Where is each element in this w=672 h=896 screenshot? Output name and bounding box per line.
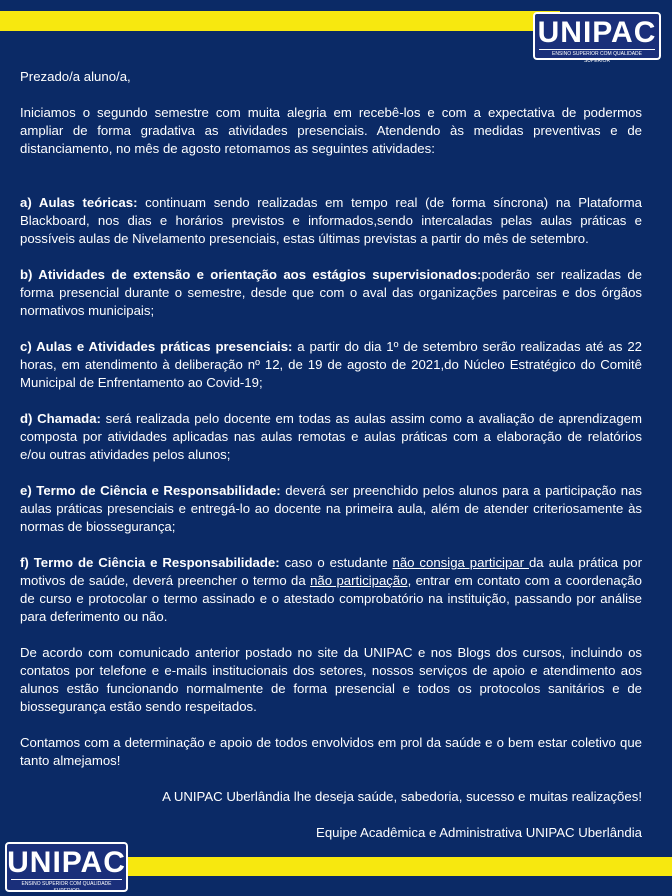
intro-paragraph: Iniciamos o segundo semestre com muita alegria em recebê-los e com a expectativa de podermos ampliar de forma gradativa as atividades presenciais. Atendendo às medidas preventivas e de distanciamento, no mês de agosto retomamos as seguintes atividades: (20, 105, 642, 156)
support-paragraph: De acordo com comunicado anterior postado no site da UNIPAC e nos Blogs dos cursos, incluindo os contatos por telefone e e-mails institucionais dos setores, nossos serviços de apoio e atendimento aos alunos estão funcionando normalmente de forma presencial e todos os protocolos sanitários e de biossegurança estão sendo respeitados. (20, 645, 642, 714)
underlined-text: não consiga participar (392, 555, 529, 570)
logo-tagline: ENSINO SUPERIOR COM QUALIDADE SUPERIOR (11, 879, 122, 895)
wish-line: A UNIPAC Uberlândia lhe deseja saúde, sabedoria, sucesso e muitas realizações! (162, 789, 642, 804)
unipac-logo-top (533, 12, 661, 64)
item-chamada (20, 410, 642, 464)
letter-body (20, 68, 642, 842)
unipac-logo-bottom (5, 842, 128, 892)
item-termo-nao-participacao (20, 554, 642, 626)
item-label: e) Termo de Ciência e Responsabilidade: (20, 483, 281, 498)
top-accent-bar (0, 11, 560, 31)
item-text: a partir do dia 1º de setembro serão realizadas até as 22 horas, em atendimento à deliberação nº 12, de 19 de agosto de 2021,do Núcleo Estratégico do Comitê Municipal de Enfrentamento ao Covid-19; (20, 339, 642, 390)
item-label: b) Atividades de extensão e orientação aos estágios supervisionados: (20, 267, 482, 282)
item-label: f) Termo de Ciência e Responsabilidade: (20, 555, 280, 570)
item-text: poderão ser realizadas de forma presencial durante o semestre, desde que com o aval das organizações parceiras e dos órgãos normativos municipais; (20, 267, 642, 318)
item-aulas-praticas (20, 338, 642, 392)
item-text: será realizada pelo docente em todas as aulas assim como a avaliação de aprendizagem composta por atividades aplicadas nas aulas remotas e aulas práticas com a elaboração de relatórios e/ou outras atividades pelos alunos; (20, 411, 642, 462)
bottom-accent-bar (108, 857, 672, 876)
item-text: , entrar em contato com a coordenação de curso e protocolar o termo assinado e o atestado comprobatório na instituição, passando por análise para deferimento ou não. (20, 573, 642, 624)
signature-line: Equipe Acadêmica e Administrativa UNIPAC Uberlândia (316, 825, 642, 840)
item-text: da aula prática por motivos de saúde, deverá preencher o termo da (20, 555, 642, 588)
logo-tagline: ENSINO SUPERIOR COM QUALIDADE SUPERIOR (539, 49, 655, 65)
item-label: d) Chamada: (20, 411, 101, 426)
item-text: caso o estudante (279, 555, 393, 570)
logo-wordmark: UNIPAC (537, 16, 657, 49)
item-label: c) Aulas e Atividades práticas presenciais: (20, 339, 293, 354)
item-label: a) Aulas teóricas: (20, 195, 138, 210)
item-text: continuam sendo realizadas em tempo real (de forma síncrona) na Plataforma Blackboard, nos dias e horários previstos e informados,sendo intercaladas pelas aulas práticas e possíveis aulas de Nivelamento presenciais, estas últimas previstas a partir do mês de setembro. (20, 195, 642, 246)
underlined-text: não participação (310, 573, 408, 588)
closing-paragraph: Contamos com a determinação e apoio de todos envolvidos em prol da saúde e o bem estar coletivo que tanto almejamos! (20, 735, 642, 768)
item-text: deverá ser preenchido pelos alunos para a participação nas aulas práticas presenciais e entregá-lo ao docente na primeira aula, além de atender criteriosamente às normas de biossegurança; (20, 483, 643, 534)
item-aulas-teoricas (20, 194, 642, 248)
item-termo-ciencia (20, 482, 642, 536)
greeting: Prezado/a aluno/a, (20, 69, 131, 84)
item-extensao-estagios (20, 266, 642, 320)
logo-wordmark: UNIPAC (7, 846, 126, 879)
